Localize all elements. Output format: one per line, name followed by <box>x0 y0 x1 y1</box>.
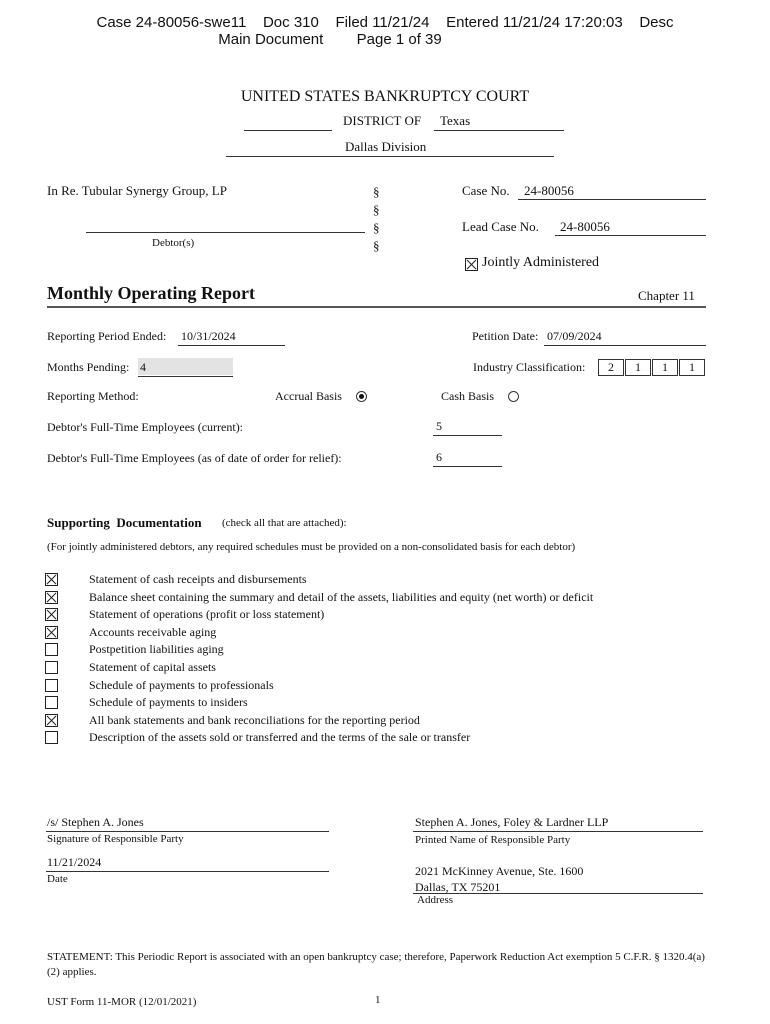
doc-checkbox[interactable] <box>45 643 58 656</box>
section-mark: § <box>373 202 380 217</box>
lead-case-underline <box>555 235 706 236</box>
doc-label: Statement of capital assets <box>89 660 216 674</box>
doc-checkbox[interactable] <box>45 661 58 674</box>
section-mark: § <box>373 184 380 199</box>
section-mark: § <box>373 220 380 235</box>
division-underline <box>226 156 554 157</box>
doc-checkbox[interactable] <box>45 696 58 709</box>
doc-checkbox[interactable] <box>45 731 58 744</box>
date-label: Date <box>47 873 68 885</box>
district-value: Texas <box>440 113 471 128</box>
division: Dallas Division <box>345 139 427 154</box>
doc-label: Balance sheet containing the summary and detail of the assets, liabilities and equity (net worth) or deficit <box>89 590 594 604</box>
debtor-line <box>86 232 365 233</box>
months-field-shade <box>138 358 233 375</box>
court-name: UNITED STATES BANKRUPTCY COURT <box>240 88 530 105</box>
doc-checkbox[interactable] <box>45 626 58 639</box>
employees-relief-label: Debtor's Full-Time Employees (as of date of order for relief): <box>47 451 342 465</box>
employees-relief-value[interactable]: 6 <box>436 450 442 464</box>
supporting-note: (For jointly administered debtors, any required schedules must be provided on a non-consolidated basis for each debtor) <box>47 541 576 553</box>
lead-case-value: 24-80056 <box>560 219 610 234</box>
doc-label: Schedule of payments to professionals <box>89 678 274 692</box>
doc-label: Statement of operations (profit or loss statement) <box>89 607 325 621</box>
printed-name-label: Printed Name of Responsible Party <box>415 834 571 846</box>
in-re: In Re. Tubular Synergy Group, LP <box>47 183 227 198</box>
doc-label: Statement of cash receipts and disbursements <box>89 572 307 586</box>
method-label: Reporting Method: <box>47 389 139 403</box>
industry-label: Industry Classification: <box>473 360 586 374</box>
months-label: Months Pending: <box>47 360 130 374</box>
period-underline <box>178 345 285 346</box>
statement: STATEMENT: This Periodic Report is associated with an open bankruptcy case; therefore, Paperwork Reduction Act exemption 5 C.F.R. § 1320.4(a)(2) applies. <box>47 951 705 978</box>
debtor-label: Debtor(s) <box>152 237 195 249</box>
signer: /s/ Stephen A. Jones <box>47 815 144 829</box>
supporting-hint: (check all that are attached): <box>222 517 347 529</box>
doc-label: Accounts receivable aging <box>89 625 217 639</box>
industry-digit-3[interactable]: 1 <box>652 359 678 376</box>
doc-label: Postpetition liabilities aging <box>89 642 224 656</box>
doc-label: All bank statements and bank reconciliations for the reporting period <box>89 713 420 727</box>
address-line1: 2021 McKinney Avenue, Ste. 1600 <box>415 864 584 878</box>
employees-current-label: Debtor's Full-Time Employees (current): <box>47 420 244 434</box>
filing-header-line2: Main Document Page 1 of 39 <box>218 31 442 48</box>
printed-name: Stephen A. Jones, Foley & Lardner LLP <box>415 815 609 829</box>
employees-relief-underline <box>433 466 502 467</box>
petition-label: Petition Date: <box>472 329 539 343</box>
signer-line <box>46 831 329 832</box>
address-label: Address <box>417 894 454 906</box>
doc-label: Schedule of payments to insiders <box>89 695 248 709</box>
months-underline <box>138 376 233 377</box>
title-rule <box>47 306 706 308</box>
petition-underline <box>544 345 706 346</box>
report-title: Monthly Operating Report <box>47 283 255 303</box>
doc-label: Description of the assets sold or transferred and the terms of the sale or transfer <box>89 730 471 744</box>
section-mark: § <box>373 238 380 253</box>
accrual-label: Accrual Basis <box>275 389 342 403</box>
doc-checkbox[interactable] <box>45 679 58 692</box>
date-line <box>46 871 329 872</box>
doc-checkbox[interactable] <box>45 714 58 727</box>
printed-name-line <box>413 831 703 832</box>
district-underline <box>434 130 564 131</box>
employees-current-value[interactable]: 5 <box>436 419 442 433</box>
district-label: DISTRICT OF <box>343 113 422 128</box>
industry-digit-2[interactable]: 1 <box>625 359 651 376</box>
cash-radio[interactable] <box>508 391 519 402</box>
doc-checkbox[interactable] <box>45 573 58 586</box>
footer-form: UST Form 11-MOR (12/01/2021) <box>47 996 197 1008</box>
accrual-radio[interactable] <box>356 391 367 402</box>
footer-page: 1 <box>375 994 381 1006</box>
industry-digit-1[interactable]: 2 <box>598 359 624 376</box>
period-label: Reporting Period Ended: <box>47 329 167 343</box>
address-line2: Dallas, TX 75201 <box>415 880 501 894</box>
petition-value[interactable]: 07/09/2024 <box>547 329 602 343</box>
chapter: Chapter 11 <box>638 288 695 303</box>
cash-label: Cash Basis <box>441 389 495 403</box>
jointly-administered-label: Jointly Administered <box>482 255 600 270</box>
doc-checkbox[interactable] <box>45 608 58 621</box>
sign-date: 11/21/2024 <box>47 855 102 869</box>
industry-digit-4[interactable]: 1 <box>679 359 705 376</box>
filing-header-line1: Case 24-80056-swe11 Doc 310 Filed 11/21/24 Entered 11/21/24 17:20:03 Desc <box>96 14 674 31</box>
case-no-label: Case No. <box>462 183 510 198</box>
jointly-administered-checkbox[interactable] <box>465 258 478 271</box>
supporting-title: Supporting Documentation <box>47 515 202 530</box>
months-value[interactable]: 4 <box>140 360 146 374</box>
doc-checkbox[interactable] <box>45 591 58 604</box>
district-underline-left <box>244 130 332 131</box>
signer-label: Signature of Responsible Party <box>47 833 184 845</box>
period-value[interactable]: 10/31/2024 <box>181 329 236 343</box>
employees-current-underline <box>433 435 502 436</box>
address-line <box>413 893 703 894</box>
case-no-value: 24-80056 <box>524 183 574 198</box>
case-no-underline <box>518 199 706 200</box>
lead-case-label: Lead Case No. <box>462 219 539 234</box>
